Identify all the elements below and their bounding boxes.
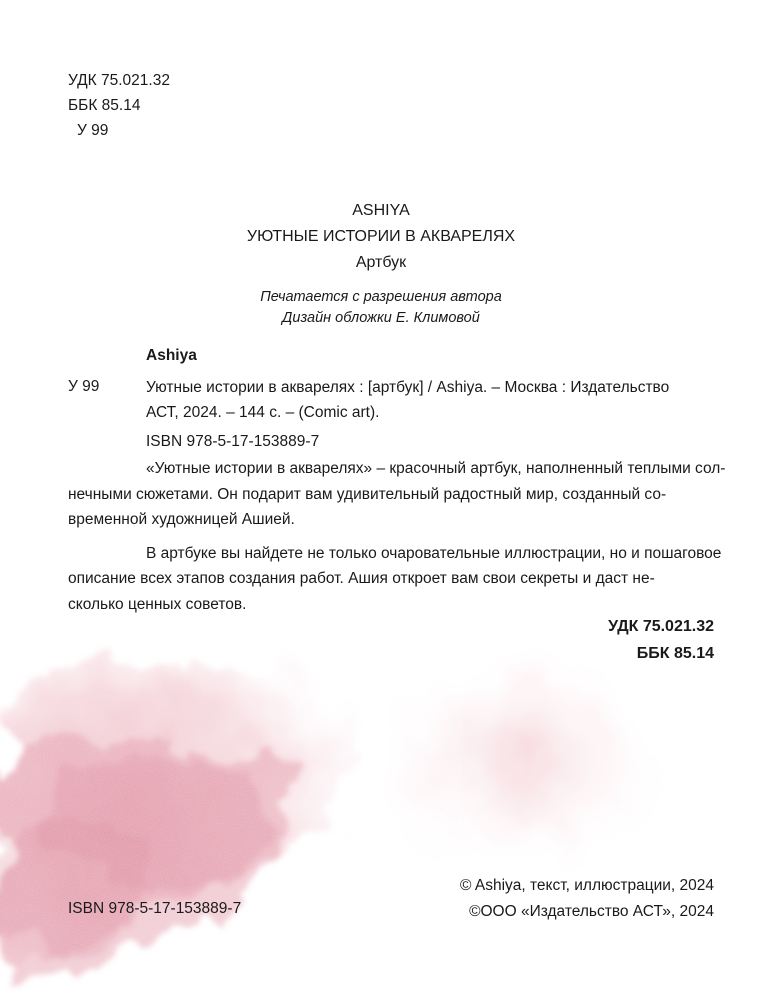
catalog-desc-line: Уютные истории в акварелях : [артбук] / Ashiya. – Москва : Издательство bbox=[146, 379, 670, 396]
book-subtitle: Артбук bbox=[355, 254, 407, 271]
bbk-code-bold: ББК 85.14 bbox=[636, 645, 714, 662]
annotation-line: В артбуке вы найдете не только очаровательные иллюстрации, но и пошаговое bbox=[146, 544, 722, 562]
credits bbox=[0, 287, 762, 329]
annotation-paragraph bbox=[68, 456, 726, 533]
annotation-line: сколько ценных советов. bbox=[68, 595, 247, 613]
annotation bbox=[68, 456, 726, 625]
catalog-isbn: ISBN 978-5-17-153889-7 bbox=[146, 433, 320, 450]
footer-isbn: ISBN 978-5-17-153889-7 bbox=[68, 900, 242, 917]
book-author: ASHIYA bbox=[352, 202, 410, 219]
udk-code: УДК 75.021.32 bbox=[68, 72, 170, 89]
book-title: УЮТНЫЕ ИСТОРИИ В АКВАРЕЛЯХ bbox=[246, 228, 516, 245]
header-codes bbox=[68, 68, 170, 143]
annotation-line: «Уютные истории в акварелях» – красочный артбук, наполненный теплыми сол- bbox=[146, 460, 726, 477]
catalog-description bbox=[146, 375, 706, 425]
title-block bbox=[0, 198, 762, 276]
copyright-author: © Ashiya, текст, иллюстрации, 2024 bbox=[459, 877, 714, 894]
udk-code-bold: УДК 75.021.32 bbox=[608, 618, 714, 635]
author-mark: У 99 bbox=[77, 122, 109, 139]
catalog-desc-line: АСТ, 2024. – 144 с. – (Comic art). bbox=[146, 404, 380, 421]
credit-cover-design: Дизайн обложки Е. Климовой bbox=[282, 310, 480, 326]
annotation-line: временной художницей Ашией. bbox=[68, 511, 295, 528]
catalog-author: Ashiya bbox=[146, 347, 197, 364]
copyright-publisher: ©ООО «Издательство АСТ», 2024 bbox=[469, 903, 714, 920]
annotation-paragraph bbox=[68, 541, 722, 618]
bbk-code: ББК 85.14 bbox=[68, 97, 141, 114]
annotation-line: описание всех этапов создания работ. Ашия откроет вам свои секреты и даст не- bbox=[68, 570, 655, 587]
catalog-code: У 99 bbox=[68, 378, 100, 395]
classification-codes bbox=[608, 613, 714, 667]
copyright-block bbox=[460, 873, 714, 925]
annotation-line: нечными сюжетами. Он подарит вам удивительный радостный мир, созданный со- bbox=[68, 485, 667, 503]
credit-permission: Печатается с разрешения автора bbox=[260, 289, 502, 305]
